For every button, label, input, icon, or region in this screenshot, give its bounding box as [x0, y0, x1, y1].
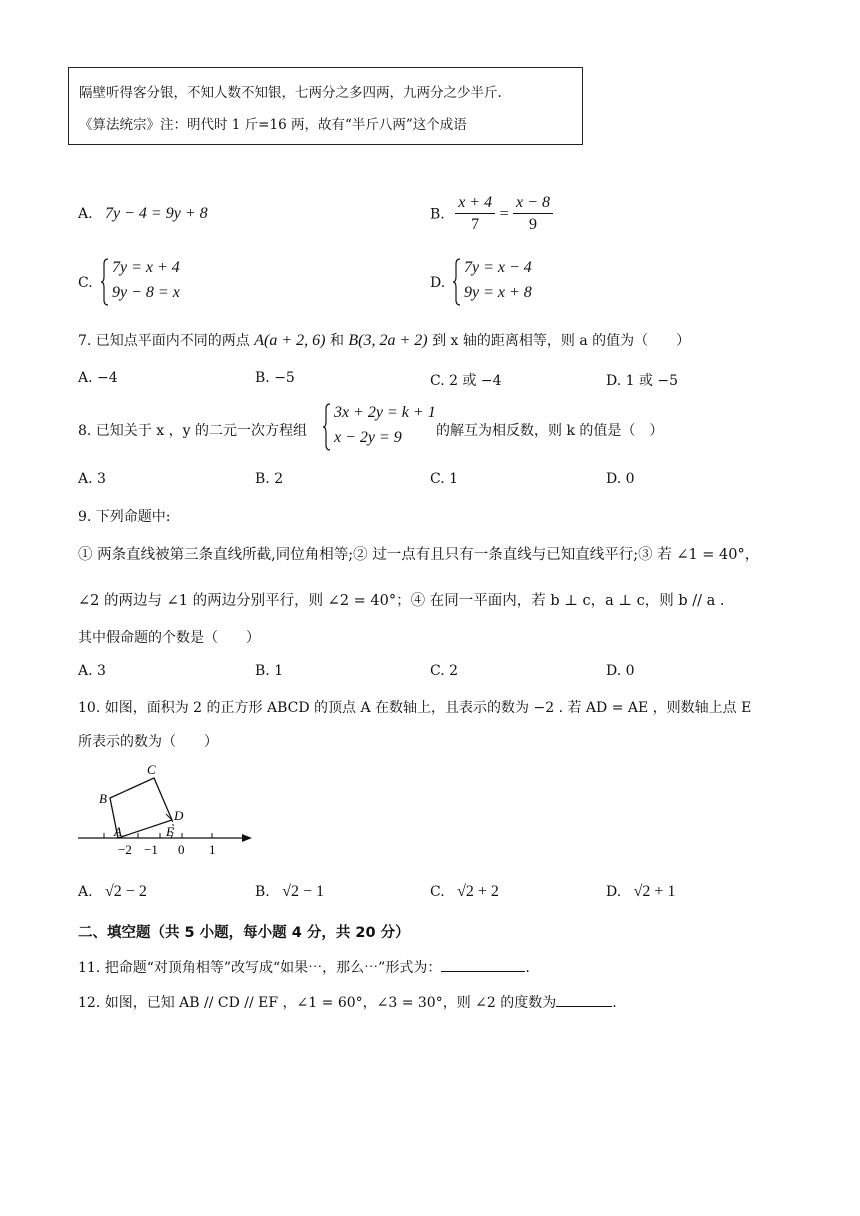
q8-option-c: C. 1	[430, 471, 459, 487]
q9-option-c: C. 2	[430, 663, 459, 679]
q6-option-d-label: D.	[430, 275, 446, 291]
section-2-title: 二、填空题（共 5 小题，每小题 4 分，共 20 分）	[78, 925, 410, 941]
q9-option-a: A. 3	[78, 663, 106, 679]
frac-numerator: x + 4	[455, 193, 495, 214]
q8-system	[322, 403, 442, 451]
q7-option-d: D. 1 或 −5	[606, 373, 679, 389]
q8-option-b: B. 2	[255, 471, 284, 487]
system-row-1: 7y = x + 4	[112, 259, 180, 276]
q6-option-a-label: A.	[78, 206, 93, 222]
q10-option-a-label: A.	[78, 884, 93, 900]
q10-option-a	[78, 883, 147, 901]
vertex-label-d: D	[174, 808, 184, 823]
left-brace-icon	[100, 258, 110, 306]
left-brace-icon	[452, 258, 462, 306]
q6-option-b-label: B.	[430, 206, 445, 223]
q12	[78, 992, 617, 1012]
q9-line-1: ① 两条直线被第三条直线所截,同位角相等;② 过一点有且只有一条直线与已知直线平行;③ 若 ∠1 = 40°，	[78, 547, 760, 563]
q10-option-b-label: B.	[255, 884, 270, 900]
intro-line-2: 《算法统宗》注：明代时 1 斤=16 两，故有“半斤八两”这个成语	[79, 117, 467, 133]
vertex-label-c: C	[147, 762, 156, 777]
q9-stem: 9. 下列命题中:	[78, 509, 171, 525]
left-brace-icon	[322, 403, 332, 451]
q10-option-c	[430, 883, 499, 901]
q10-option-b	[255, 883, 324, 901]
tick-label: 1	[209, 842, 216, 857]
tick-label: −1	[144, 842, 158, 857]
q7-option-c: C. 2 或 −4	[430, 373, 502, 389]
q10-option-d	[606, 883, 675, 901]
answer-blank[interactable]	[556, 1006, 612, 1007]
q7-point-a: A(a + 2, 6)	[254, 332, 326, 349]
vertex-label-e: E	[166, 824, 174, 839]
q7-option-b: B. −5	[255, 370, 295, 386]
system-row-1: 7y = x − 4	[464, 259, 532, 276]
frac-denominator: 7	[471, 216, 480, 233]
q7-stem	[78, 330, 690, 350]
system-row-2: x − 2y = 9	[334, 429, 402, 446]
q6-option-c-system	[100, 258, 220, 306]
q9-line-2: ∠2 的两边与 ∠1 的两边分别平行，则 ∠2 = 40°；④ 在同一平面内，若 b ⊥ c，a ⊥ c，则 b // a .	[78, 593, 725, 609]
q8-text-b: 的解互为相反数，则 k 的值是（ ）	[436, 423, 664, 439]
system-row-1: 3x + 2y = k + 1	[334, 404, 436, 421]
q6-option-b-frac-right	[513, 193, 553, 236]
q11-text: 11. 把命题“对顶角相等”改写成“如果⋯，那么⋯”形式为：	[78, 960, 442, 976]
q6-option-b	[430, 193, 553, 236]
q6-option-a	[78, 205, 208, 223]
q9-option-b: B. 1	[255, 663, 284, 679]
tick-label: −2	[118, 842, 132, 857]
q8-option-d: D. 0	[606, 471, 635, 487]
q10-option-b-expr: √2 − 1	[282, 883, 325, 900]
equals-sign: =	[499, 205, 509, 223]
tick-label: 0	[178, 842, 185, 857]
q10-line-1: 10. 如图，面积为 2 的正方形 ABCD 的顶点 A 在数轴上，且表示的数为 −2 . 若 AD = AE ，则数轴上点 E	[78, 700, 752, 716]
axis-arrow-icon	[242, 834, 252, 842]
q9-line-3: 其中假命题的个数是（ ）	[78, 630, 260, 646]
q7-point-b: B(3, 2a + 2)	[348, 332, 428, 349]
system-row-2: 9y − 8 = x	[112, 284, 180, 301]
system-row-2: 9y = x + 8	[464, 284, 532, 301]
q10-number-line-figure	[74, 758, 259, 860]
vertex-label-a: A	[114, 824, 122, 839]
q10-option-a-expr: √2 − 2	[105, 883, 147, 900]
q7-text-c: 到 x 轴的距离相等，则 a 的值为（ ）	[432, 333, 691, 349]
q10-line-2: 所表示的数为（ ）	[78, 734, 218, 750]
q7-option-a: A. −4	[78, 370, 118, 386]
q10-option-c-expr: √2 + 2	[457, 883, 499, 900]
q6-option-d-system	[452, 258, 572, 306]
q6-option-c-label: C.	[78, 275, 93, 291]
q12-text: 12. 如图，已知 AB // CD // EF ，∠1 = 60°，∠3 = 30°，则 ∠2 的度数为	[78, 995, 557, 1011]
intro-line-1: 隔壁听得客分银，不知人数不知银，七两分之多四两，九两分之少半斤.	[79, 85, 502, 101]
q10-option-c-label: C.	[430, 884, 445, 900]
q6-option-b-frac-left	[455, 193, 495, 236]
q12-end: .	[612, 995, 617, 1011]
frac-numerator: x − 8	[513, 193, 553, 214]
q10-option-d-label: D.	[606, 884, 622, 900]
vertex-label-b: B	[99, 791, 107, 806]
frac-denominator: 9	[529, 216, 537, 233]
q11-end: .	[525, 960, 530, 976]
q9-option-d: D. 0	[606, 663, 635, 679]
q8-text-a: 8. 已知关于 x ，y 的二元一次方程组	[78, 423, 307, 439]
q7-text-b: 和	[329, 333, 344, 349]
q7-text-a: 7. 已知点平面内不同的两点	[78, 333, 250, 349]
q8-option-a: A. 3	[78, 471, 106, 487]
q10-option-d-expr: √2 + 1	[633, 883, 676, 900]
q6-option-a-expr: 7y − 4 = 9y + 8	[105, 205, 208, 222]
answer-blank[interactable]	[441, 971, 525, 972]
intro-box	[68, 67, 583, 145]
q11	[78, 957, 530, 977]
